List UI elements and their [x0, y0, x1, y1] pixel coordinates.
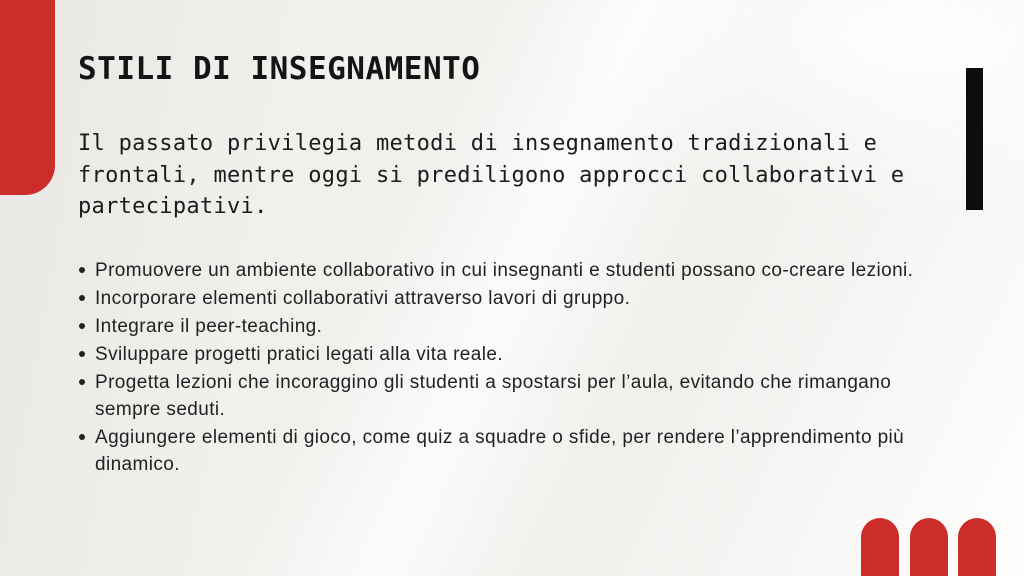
intro-paragraph: Il passato privilegia metodi di insegnamento tradizionali e frontali, mentre oggi si prediligono approcci collaborativi e partecipativi. [78, 131, 905, 219]
bullet-icon [79, 434, 85, 440]
pill-decoration-2 [910, 518, 948, 576]
bullet-list [78, 257, 923, 479]
list-item-text: Sviluppare progetti pratici legati alla vita reale. [95, 344, 503, 365]
bullet-icon [79, 351, 85, 357]
bullet-icon [79, 379, 85, 385]
list-item [78, 424, 923, 478]
list-item-text: Integrare il peer-teaching. [95, 316, 323, 337]
list-item-text: Progetta lezioni che incoraggino gli studenti a spostarsi per l’aula, evitando che rimangano sempre seduti. [95, 372, 892, 420]
list-item [78, 285, 923, 312]
slide-title: STILI DI INSEGNAMENTO [78, 51, 481, 87]
pill-decoration-3 [958, 518, 996, 576]
list-item [78, 369, 923, 423]
corner-accent-shape [0, 0, 55, 195]
list-item [78, 257, 923, 284]
list-item-text: Promuovere un ambiente collaborativo in cui insegnanti e studenti possano co-creare lezioni. [95, 260, 914, 281]
list-item-text: Incorporare elementi collaborativi attraverso lavori di gruppo. [95, 288, 631, 309]
list-item-text: Aggiungere elementi di gioco, come quiz a squadre o sfide, per rendere l’apprendimento più dinamico. [95, 427, 905, 475]
bullet-icon [79, 295, 85, 301]
bullet-icon [79, 323, 85, 329]
bullet-icon [79, 267, 85, 273]
list-item [78, 313, 923, 340]
vertical-bar-decoration [966, 68, 983, 210]
list-item [78, 341, 923, 368]
pill-decoration-1 [861, 518, 899, 576]
